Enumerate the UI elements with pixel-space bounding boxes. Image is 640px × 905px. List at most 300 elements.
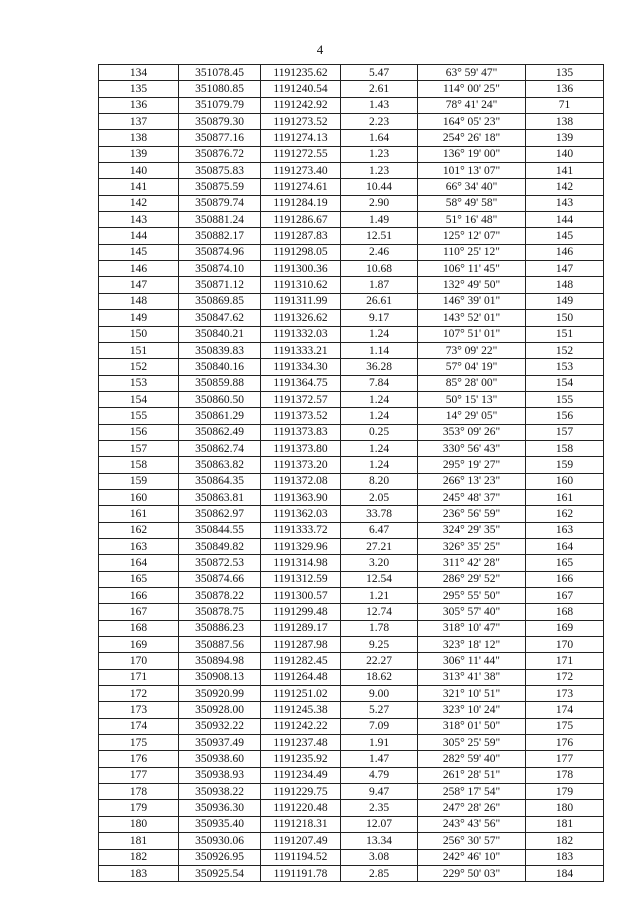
y-coordinate-cell: 1191332.03 bbox=[261, 326, 341, 342]
x-coordinate-cell: 350938.22 bbox=[179, 784, 261, 800]
point-number-cell: 148 bbox=[99, 293, 179, 309]
distance-cell: 10.44 bbox=[341, 179, 418, 195]
point-number-cell: 153 bbox=[99, 375, 179, 391]
bearing-cell: 261° 28' 51" bbox=[418, 767, 526, 783]
bearing-cell: 321° 10' 51" bbox=[418, 686, 526, 702]
distance-cell: 3.08 bbox=[341, 849, 418, 865]
x-coordinate-cell: 350874.10 bbox=[179, 261, 261, 277]
x-coordinate-cell: 350878.75 bbox=[179, 604, 261, 620]
table-row bbox=[99, 571, 604, 587]
y-coordinate-cell: 1191272.55 bbox=[261, 146, 341, 162]
distance-cell: 7.84 bbox=[341, 375, 418, 391]
distance-cell: 1.87 bbox=[341, 277, 418, 293]
bearing-cell: 305° 57' 40" bbox=[418, 604, 526, 620]
next-point-cell: 164 bbox=[526, 538, 604, 554]
x-coordinate-cell: 350860.50 bbox=[179, 391, 261, 407]
table-row bbox=[99, 620, 604, 636]
bearing-cell: 236° 56' 59" bbox=[418, 506, 526, 522]
x-coordinate-cell: 350936.30 bbox=[179, 800, 261, 816]
x-coordinate-cell: 350874.96 bbox=[179, 244, 261, 260]
y-coordinate-cell: 1191329.96 bbox=[261, 538, 341, 554]
bearing-cell: 295° 19' 27" bbox=[418, 457, 526, 473]
distance-cell: 7.09 bbox=[341, 718, 418, 734]
next-point-cell: 183 bbox=[526, 849, 604, 865]
next-point-cell: 142 bbox=[526, 179, 604, 195]
point-number-cell: 180 bbox=[99, 816, 179, 832]
x-coordinate-cell: 350938.60 bbox=[179, 751, 261, 767]
y-coordinate-cell: 1191326.62 bbox=[261, 310, 341, 326]
next-point-cell: 144 bbox=[526, 212, 604, 228]
y-coordinate-cell: 1191373.20 bbox=[261, 457, 341, 473]
next-point-cell: 163 bbox=[526, 522, 604, 538]
x-coordinate-cell: 350871.12 bbox=[179, 277, 261, 293]
x-coordinate-cell: 350877.16 bbox=[179, 130, 261, 146]
distance-cell: 13.34 bbox=[341, 833, 418, 849]
point-number-cell: 136 bbox=[99, 97, 179, 113]
table-row bbox=[99, 865, 604, 881]
next-point-cell: 173 bbox=[526, 686, 604, 702]
x-coordinate-cell: 350938.93 bbox=[179, 767, 261, 783]
y-coordinate-cell: 1191310.62 bbox=[261, 277, 341, 293]
point-number-cell: 161 bbox=[99, 506, 179, 522]
y-coordinate-cell: 1191300.57 bbox=[261, 588, 341, 604]
bearing-cell: 107° 51' 01" bbox=[418, 326, 526, 342]
bearing-cell: 125° 12' 07" bbox=[418, 228, 526, 244]
x-coordinate-cell: 351080.85 bbox=[179, 81, 261, 97]
bearing-cell: 295° 55' 50" bbox=[418, 588, 526, 604]
distance-cell: 1.24 bbox=[341, 391, 418, 407]
bearing-cell: 305° 25' 59" bbox=[418, 735, 526, 751]
bearing-cell: 330° 56' 43" bbox=[418, 440, 526, 456]
next-point-cell: 176 bbox=[526, 735, 604, 751]
point-number-cell: 177 bbox=[99, 767, 179, 783]
table-row bbox=[99, 816, 604, 832]
table-row bbox=[99, 277, 604, 293]
y-coordinate-cell: 1191372.57 bbox=[261, 391, 341, 407]
bearing-cell: 229° 50' 03" bbox=[418, 865, 526, 881]
point-number-cell: 135 bbox=[99, 81, 179, 97]
x-coordinate-cell: 350881.24 bbox=[179, 212, 261, 228]
bearing-cell: 243° 43' 56" bbox=[418, 816, 526, 832]
y-coordinate-cell: 1191235.92 bbox=[261, 751, 341, 767]
x-coordinate-cell: 350935.40 bbox=[179, 816, 261, 832]
point-number-cell: 150 bbox=[99, 326, 179, 342]
table-row bbox=[99, 293, 604, 309]
y-coordinate-cell: 1191235.62 bbox=[261, 65, 341, 81]
table-row bbox=[99, 767, 604, 783]
point-number-cell: 139 bbox=[99, 146, 179, 162]
next-point-cell: 155 bbox=[526, 391, 604, 407]
point-number-cell: 157 bbox=[99, 440, 179, 456]
table-row bbox=[99, 489, 604, 505]
coordinates-table-body bbox=[99, 65, 604, 882]
distance-cell: 9.47 bbox=[341, 784, 418, 800]
point-number-cell: 146 bbox=[99, 261, 179, 277]
table-row bbox=[99, 146, 604, 162]
bearing-cell: 101° 13' 07" bbox=[418, 163, 526, 179]
x-coordinate-cell: 350882.17 bbox=[179, 228, 261, 244]
y-coordinate-cell: 1191333.21 bbox=[261, 342, 341, 358]
next-point-cell: 170 bbox=[526, 637, 604, 653]
point-number-cell: 183 bbox=[99, 865, 179, 881]
distance-cell: 27.21 bbox=[341, 538, 418, 554]
point-number-cell: 178 bbox=[99, 784, 179, 800]
y-coordinate-cell: 1191373.52 bbox=[261, 408, 341, 424]
distance-cell: 9.00 bbox=[341, 686, 418, 702]
distance-cell: 1.24 bbox=[341, 326, 418, 342]
x-coordinate-cell: 350875.59 bbox=[179, 179, 261, 195]
distance-cell: 2.85 bbox=[341, 865, 418, 881]
y-coordinate-cell: 1191287.98 bbox=[261, 637, 341, 653]
distance-cell: 1.21 bbox=[341, 588, 418, 604]
bearing-cell: 324° 29' 35" bbox=[418, 522, 526, 538]
y-coordinate-cell: 1191311.99 bbox=[261, 293, 341, 309]
point-number-cell: 159 bbox=[99, 473, 179, 489]
x-coordinate-cell: 350879.30 bbox=[179, 114, 261, 130]
y-coordinate-cell: 1191299.48 bbox=[261, 604, 341, 620]
y-coordinate-cell: 1191274.13 bbox=[261, 130, 341, 146]
x-coordinate-cell: 350869.85 bbox=[179, 293, 261, 309]
next-point-cell: 136 bbox=[526, 81, 604, 97]
bearing-cell: 132° 49' 50" bbox=[418, 277, 526, 293]
next-point-cell: 175 bbox=[526, 718, 604, 734]
point-number-cell: 165 bbox=[99, 571, 179, 587]
distance-cell: 1.24 bbox=[341, 408, 418, 424]
distance-cell: 4.79 bbox=[341, 767, 418, 783]
distance-cell: 9.17 bbox=[341, 310, 418, 326]
bearing-cell: 14° 29' 05" bbox=[418, 408, 526, 424]
y-coordinate-cell: 1191245.38 bbox=[261, 702, 341, 718]
distance-cell: 1.14 bbox=[341, 342, 418, 358]
bearing-cell: 78° 41' 24" bbox=[418, 97, 526, 113]
distance-cell: 2.90 bbox=[341, 195, 418, 211]
next-point-cell: 159 bbox=[526, 457, 604, 473]
next-point-cell: 151 bbox=[526, 326, 604, 342]
point-number-cell: 151 bbox=[99, 342, 179, 358]
distance-cell: 5.47 bbox=[341, 65, 418, 81]
bearing-cell: 326° 35' 25" bbox=[418, 538, 526, 554]
point-number-cell: 169 bbox=[99, 637, 179, 653]
y-coordinate-cell: 1191282.45 bbox=[261, 653, 341, 669]
point-number-cell: 144 bbox=[99, 228, 179, 244]
page-number: 4 bbox=[316, 42, 324, 57]
table-row bbox=[99, 735, 604, 751]
bearing-cell: 242° 46' 10" bbox=[418, 849, 526, 865]
point-number-cell: 164 bbox=[99, 555, 179, 571]
point-number-cell: 166 bbox=[99, 588, 179, 604]
distance-cell: 9.25 bbox=[341, 637, 418, 653]
x-coordinate-cell: 350862.74 bbox=[179, 440, 261, 456]
x-coordinate-cell: 350928.00 bbox=[179, 702, 261, 718]
table-row bbox=[99, 130, 604, 146]
bearing-cell: 318° 01' 50" bbox=[418, 718, 526, 734]
table-row bbox=[99, 212, 604, 228]
next-point-cell: 139 bbox=[526, 130, 604, 146]
table-row bbox=[99, 81, 604, 97]
table-row bbox=[99, 718, 604, 734]
x-coordinate-cell: 351078.45 bbox=[179, 65, 261, 81]
point-number-cell: 155 bbox=[99, 408, 179, 424]
table-row bbox=[99, 555, 604, 571]
point-number-cell: 158 bbox=[99, 457, 179, 473]
distance-cell: 26.61 bbox=[341, 293, 418, 309]
y-coordinate-cell: 1191284.19 bbox=[261, 195, 341, 211]
distance-cell: 1.23 bbox=[341, 146, 418, 162]
y-coordinate-cell: 1191194.52 bbox=[261, 849, 341, 865]
next-point-cell: 152 bbox=[526, 342, 604, 358]
bearing-cell: 311° 42' 28" bbox=[418, 555, 526, 571]
table-row bbox=[99, 440, 604, 456]
distance-cell: 3.20 bbox=[341, 555, 418, 571]
table-row bbox=[99, 457, 604, 473]
bearing-cell: 323° 10' 24" bbox=[418, 702, 526, 718]
table-row bbox=[99, 310, 604, 326]
next-point-cell: 147 bbox=[526, 261, 604, 277]
next-point-cell: 135 bbox=[526, 65, 604, 81]
table-row bbox=[99, 408, 604, 424]
point-number-cell: 170 bbox=[99, 653, 179, 669]
x-coordinate-cell: 350878.22 bbox=[179, 588, 261, 604]
next-point-cell: 179 bbox=[526, 784, 604, 800]
bearing-cell: 136° 19' 00" bbox=[418, 146, 526, 162]
y-coordinate-cell: 1191362.03 bbox=[261, 506, 341, 522]
next-point-cell: 184 bbox=[526, 865, 604, 881]
x-coordinate-cell: 350863.82 bbox=[179, 457, 261, 473]
x-coordinate-cell: 350862.97 bbox=[179, 506, 261, 522]
point-number-cell: 172 bbox=[99, 686, 179, 702]
next-point-cell: 165 bbox=[526, 555, 604, 571]
x-coordinate-cell: 350894.98 bbox=[179, 653, 261, 669]
distance-cell: 2.23 bbox=[341, 114, 418, 130]
table-row bbox=[99, 244, 604, 260]
point-number-cell: 173 bbox=[99, 702, 179, 718]
next-point-cell: 169 bbox=[526, 620, 604, 636]
next-point-cell: 148 bbox=[526, 277, 604, 293]
table-row bbox=[99, 653, 604, 669]
table-row bbox=[99, 391, 604, 407]
point-number-cell: 142 bbox=[99, 195, 179, 211]
bearing-cell: 164° 05' 23" bbox=[418, 114, 526, 130]
next-point-cell: 149 bbox=[526, 293, 604, 309]
distance-cell: 1.23 bbox=[341, 163, 418, 179]
bearing-cell: 318° 10' 47" bbox=[418, 620, 526, 636]
y-coordinate-cell: 1191289.17 bbox=[261, 620, 341, 636]
y-coordinate-cell: 1191373.83 bbox=[261, 424, 341, 440]
next-point-cell: 145 bbox=[526, 228, 604, 244]
x-coordinate-cell: 350864.35 bbox=[179, 473, 261, 489]
bearing-cell: 58° 49' 58" bbox=[418, 195, 526, 211]
x-coordinate-cell: 350875.83 bbox=[179, 163, 261, 179]
table-row bbox=[99, 97, 604, 113]
x-coordinate-cell: 350861.29 bbox=[179, 408, 261, 424]
bearing-cell: 282° 59' 40" bbox=[418, 751, 526, 767]
y-coordinate-cell: 1191333.72 bbox=[261, 522, 341, 538]
x-coordinate-cell: 350925.54 bbox=[179, 865, 261, 881]
next-point-cell: 161 bbox=[526, 489, 604, 505]
x-coordinate-cell: 350930.06 bbox=[179, 833, 261, 849]
table-row bbox=[99, 686, 604, 702]
point-number-cell: 179 bbox=[99, 800, 179, 816]
bearing-cell: 63° 59' 47" bbox=[418, 65, 526, 81]
point-number-cell: 182 bbox=[99, 849, 179, 865]
distance-cell: 22.27 bbox=[341, 653, 418, 669]
point-number-cell: 140 bbox=[99, 163, 179, 179]
bearing-cell: 313° 41' 38" bbox=[418, 669, 526, 685]
x-coordinate-cell: 350849.82 bbox=[179, 538, 261, 554]
x-coordinate-cell: 350863.81 bbox=[179, 489, 261, 505]
y-coordinate-cell: 1191312.59 bbox=[261, 571, 341, 587]
table-row bbox=[99, 342, 604, 358]
point-number-cell: 181 bbox=[99, 833, 179, 849]
x-coordinate-cell: 350886.23 bbox=[179, 620, 261, 636]
table-row bbox=[99, 637, 604, 653]
next-point-cell: 138 bbox=[526, 114, 604, 130]
x-coordinate-cell: 350876.72 bbox=[179, 146, 261, 162]
point-number-cell: 149 bbox=[99, 310, 179, 326]
y-coordinate-cell: 1191220.48 bbox=[261, 800, 341, 816]
next-point-cell: 168 bbox=[526, 604, 604, 620]
bearing-cell: 143° 52' 01" bbox=[418, 310, 526, 326]
point-number-cell: 174 bbox=[99, 718, 179, 734]
y-coordinate-cell: 1191300.36 bbox=[261, 261, 341, 277]
x-coordinate-cell: 350874.66 bbox=[179, 571, 261, 587]
next-point-cell: 141 bbox=[526, 163, 604, 179]
y-coordinate-cell: 1191207.49 bbox=[261, 833, 341, 849]
y-coordinate-cell: 1191314.98 bbox=[261, 555, 341, 571]
distance-cell: 12.54 bbox=[341, 571, 418, 587]
distance-cell: 1.78 bbox=[341, 620, 418, 636]
bearing-cell: 50° 15' 13" bbox=[418, 391, 526, 407]
table-row bbox=[99, 326, 604, 342]
y-coordinate-cell: 1191234.49 bbox=[261, 767, 341, 783]
next-point-cell: 174 bbox=[526, 702, 604, 718]
y-coordinate-cell: 1191240.54 bbox=[261, 81, 341, 97]
y-coordinate-cell: 1191373.80 bbox=[261, 440, 341, 456]
x-coordinate-cell: 350862.49 bbox=[179, 424, 261, 440]
x-coordinate-cell: 350879.74 bbox=[179, 195, 261, 211]
point-number-cell: 154 bbox=[99, 391, 179, 407]
point-number-cell: 145 bbox=[99, 244, 179, 260]
table-row bbox=[99, 228, 604, 244]
y-coordinate-cell: 1191237.48 bbox=[261, 735, 341, 751]
next-point-cell: 158 bbox=[526, 440, 604, 456]
y-coordinate-cell: 1191274.61 bbox=[261, 179, 341, 195]
table-row bbox=[99, 375, 604, 391]
bearing-cell: 106° 11' 45" bbox=[418, 261, 526, 277]
next-point-cell: 181 bbox=[526, 816, 604, 832]
table-row bbox=[99, 65, 604, 81]
table-row bbox=[99, 784, 604, 800]
y-coordinate-cell: 1191229.75 bbox=[261, 784, 341, 800]
table-row bbox=[99, 702, 604, 718]
y-coordinate-cell: 1191273.40 bbox=[261, 163, 341, 179]
distance-cell: 12.51 bbox=[341, 228, 418, 244]
point-number-cell: 175 bbox=[99, 735, 179, 751]
next-point-cell: 182 bbox=[526, 833, 604, 849]
bearing-cell: 85° 28' 00" bbox=[418, 375, 526, 391]
y-coordinate-cell: 1191287.83 bbox=[261, 228, 341, 244]
distance-cell: 18.62 bbox=[341, 669, 418, 685]
y-coordinate-cell: 1191363.90 bbox=[261, 489, 341, 505]
distance-cell: 1.64 bbox=[341, 130, 418, 146]
point-number-cell: 171 bbox=[99, 669, 179, 685]
x-coordinate-cell: 350932.22 bbox=[179, 718, 261, 734]
x-coordinate-cell: 350847.62 bbox=[179, 310, 261, 326]
bearing-cell: 247° 28' 26" bbox=[418, 800, 526, 816]
next-point-cell: 156 bbox=[526, 408, 604, 424]
bearing-cell: 146° 39' 01" bbox=[418, 293, 526, 309]
distance-cell: 8.20 bbox=[341, 473, 418, 489]
bearing-cell: 266° 13' 23" bbox=[418, 473, 526, 489]
distance-cell: 12.07 bbox=[341, 816, 418, 832]
point-number-cell: 141 bbox=[99, 179, 179, 195]
point-number-cell: 176 bbox=[99, 751, 179, 767]
x-coordinate-cell: 350887.56 bbox=[179, 637, 261, 653]
next-point-cell: 160 bbox=[526, 473, 604, 489]
x-coordinate-cell: 350840.16 bbox=[179, 359, 261, 375]
next-point-cell: 157 bbox=[526, 424, 604, 440]
next-point-cell: 153 bbox=[526, 359, 604, 375]
distance-cell: 1.43 bbox=[341, 97, 418, 113]
y-coordinate-cell: 1191372.08 bbox=[261, 473, 341, 489]
next-point-cell: 162 bbox=[526, 506, 604, 522]
distance-cell: 5.27 bbox=[341, 702, 418, 718]
distance-cell: 2.61 bbox=[341, 81, 418, 97]
y-coordinate-cell: 1191242.92 bbox=[261, 97, 341, 113]
y-coordinate-cell: 1191251.02 bbox=[261, 686, 341, 702]
table-row bbox=[99, 588, 604, 604]
table-row bbox=[99, 849, 604, 865]
x-coordinate-cell: 350859.88 bbox=[179, 375, 261, 391]
distance-cell: 2.35 bbox=[341, 800, 418, 816]
distance-cell: 2.05 bbox=[341, 489, 418, 505]
x-coordinate-cell: 350844.55 bbox=[179, 522, 261, 538]
point-number-cell: 156 bbox=[99, 424, 179, 440]
distance-cell: 1.49 bbox=[341, 212, 418, 228]
bearing-cell: 306° 11' 44" bbox=[418, 653, 526, 669]
x-coordinate-cell: 350840.21 bbox=[179, 326, 261, 342]
bearing-cell: 57° 04' 19" bbox=[418, 359, 526, 375]
distance-cell: 1.47 bbox=[341, 751, 418, 767]
distance-cell: 33.78 bbox=[341, 506, 418, 522]
bearing-cell: 286° 29' 52" bbox=[418, 571, 526, 587]
point-number-cell: 147 bbox=[99, 277, 179, 293]
point-number-cell: 143 bbox=[99, 212, 179, 228]
table-row bbox=[99, 473, 604, 489]
next-point-cell: 177 bbox=[526, 751, 604, 767]
next-point-cell: 143 bbox=[526, 195, 604, 211]
table-row bbox=[99, 833, 604, 849]
next-point-cell: 146 bbox=[526, 244, 604, 260]
bearing-cell: 254° 26' 18" bbox=[418, 130, 526, 146]
y-coordinate-cell: 1191364.75 bbox=[261, 375, 341, 391]
next-point-cell: 178 bbox=[526, 767, 604, 783]
y-coordinate-cell: 1191264.48 bbox=[261, 669, 341, 685]
table-row bbox=[99, 538, 604, 554]
next-point-cell: 154 bbox=[526, 375, 604, 391]
distance-cell: 12.74 bbox=[341, 604, 418, 620]
point-number-cell: 168 bbox=[99, 620, 179, 636]
y-coordinate-cell: 1191273.52 bbox=[261, 114, 341, 130]
next-point-cell: 140 bbox=[526, 146, 604, 162]
coordinates-table bbox=[98, 64, 604, 882]
distance-cell: 1.24 bbox=[341, 440, 418, 456]
x-coordinate-cell: 350839.83 bbox=[179, 342, 261, 358]
next-point-cell: 171 bbox=[526, 653, 604, 669]
bearing-cell: 110° 25' 12" bbox=[418, 244, 526, 260]
point-number-cell: 162 bbox=[99, 522, 179, 538]
bearing-cell: 323° 18' 12" bbox=[418, 637, 526, 653]
